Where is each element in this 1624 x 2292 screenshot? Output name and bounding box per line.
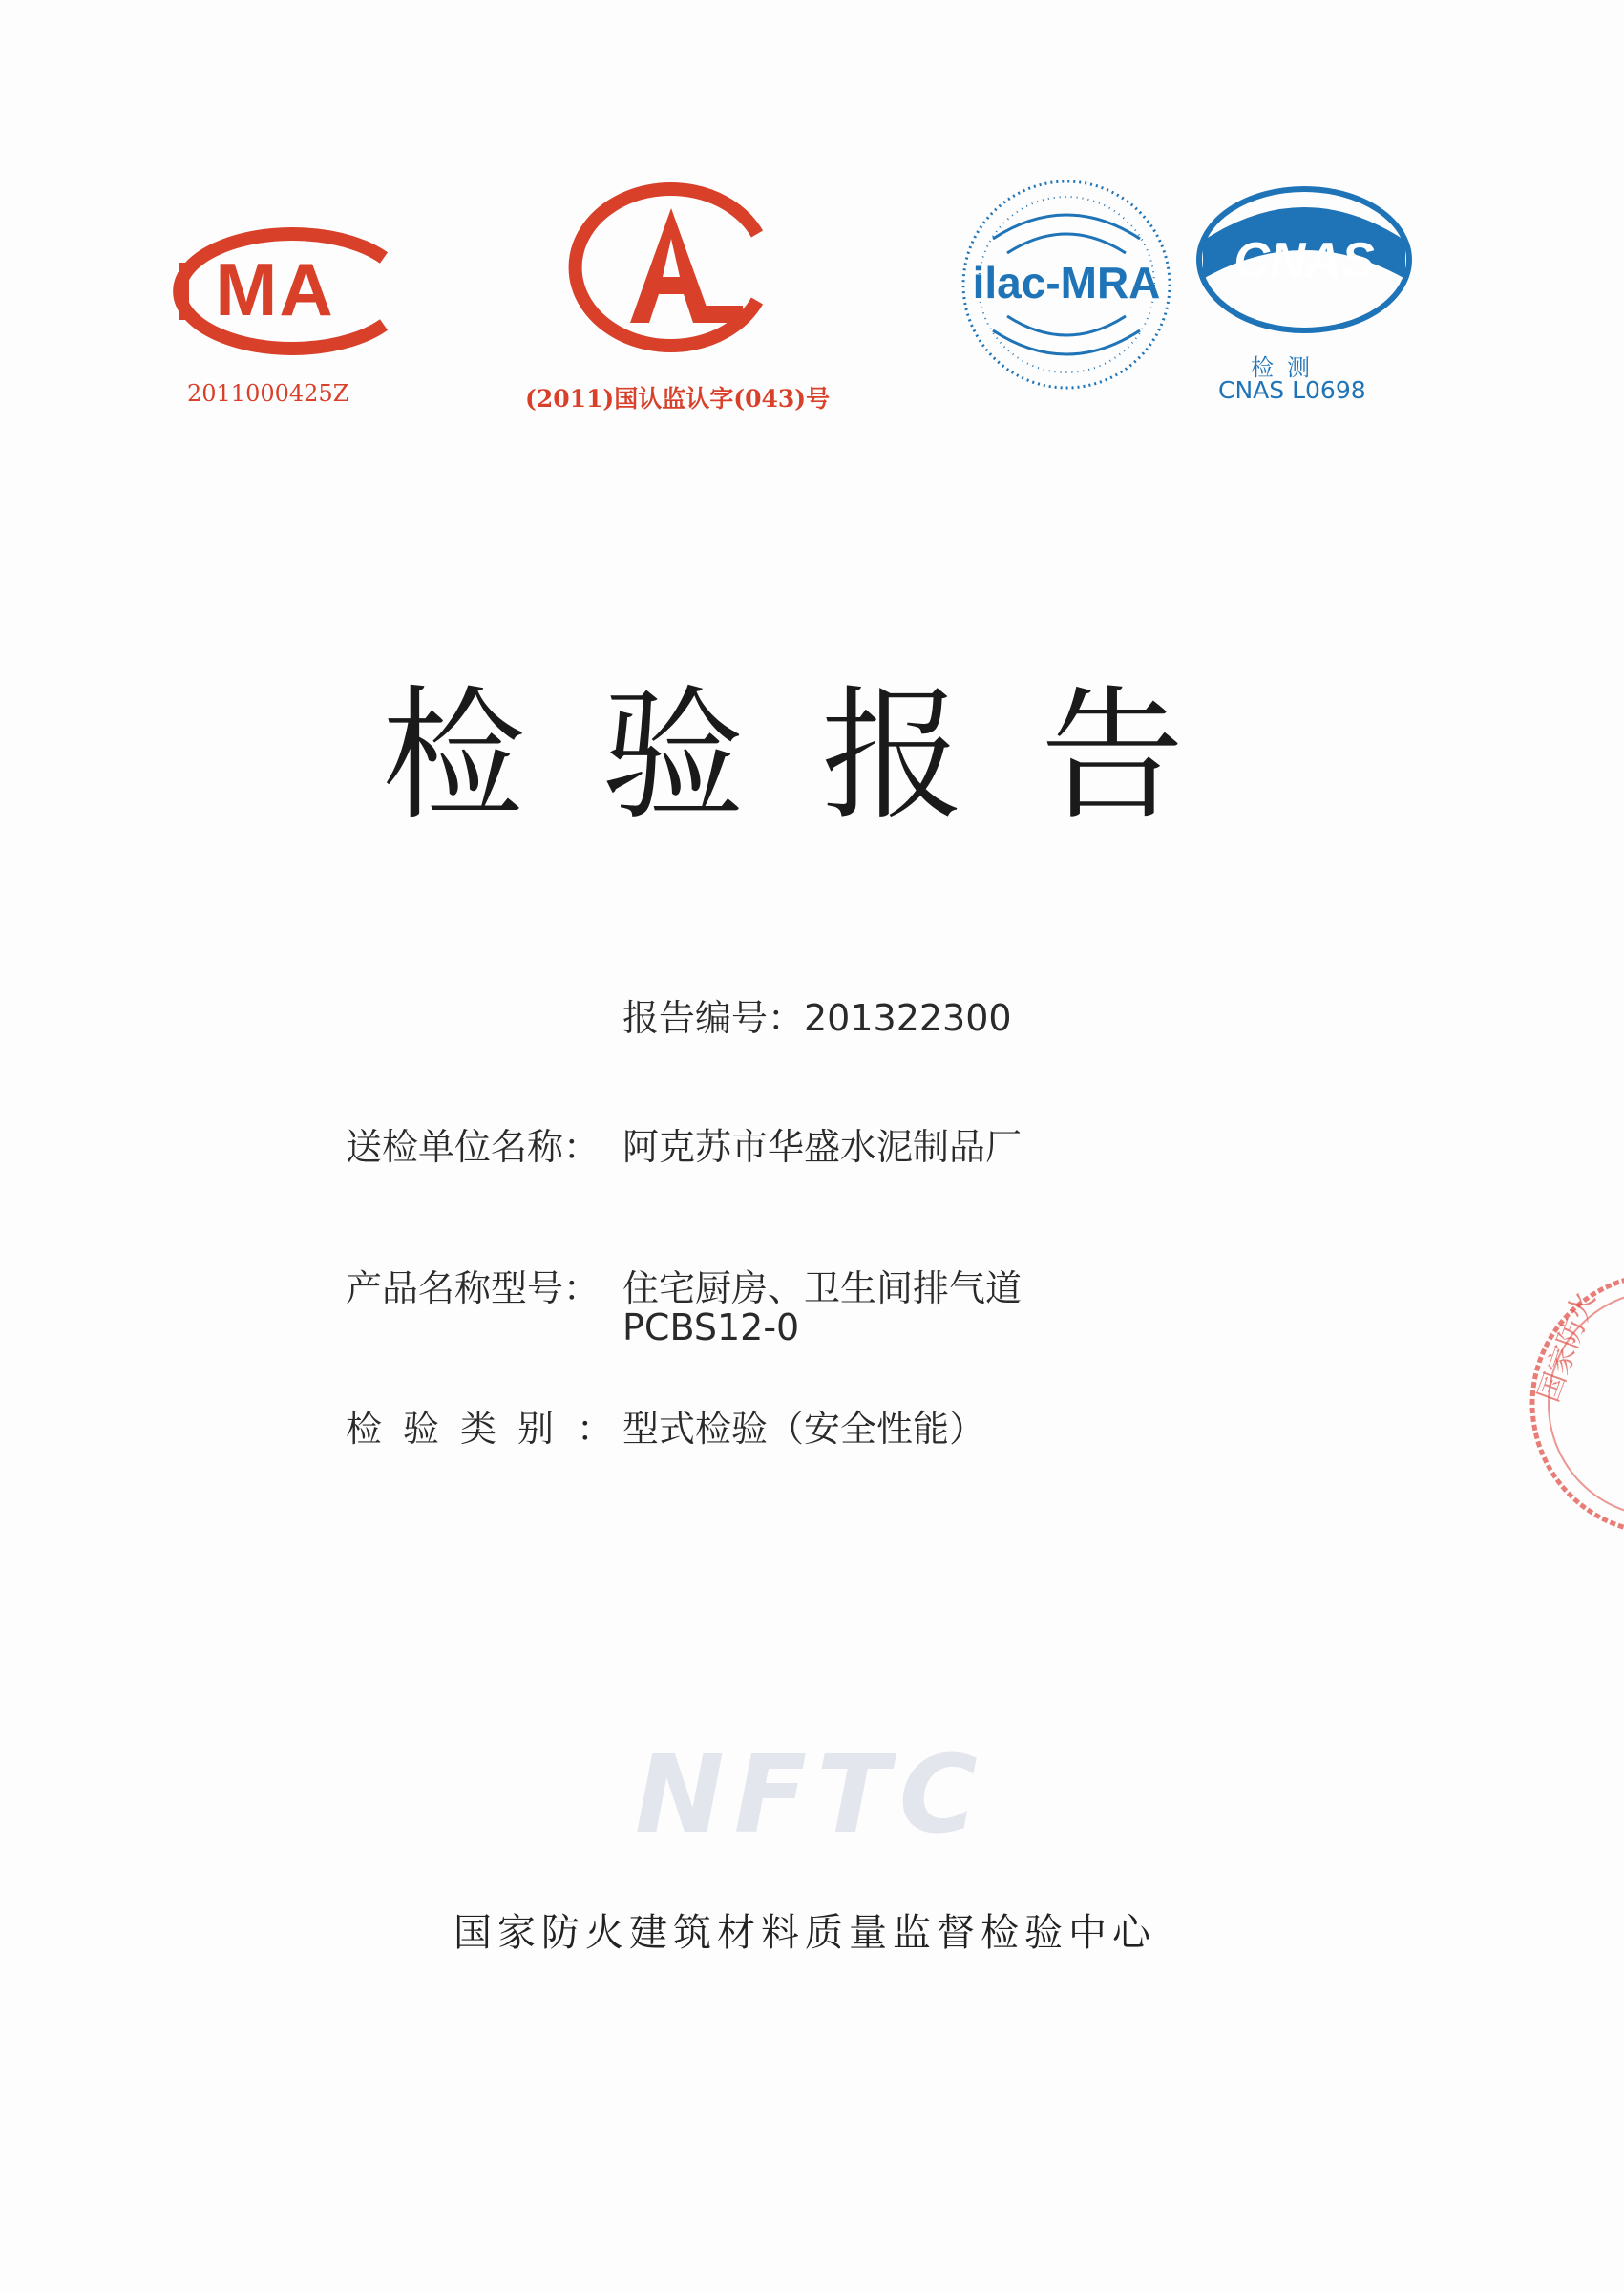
type-label: 检验类别 [346, 1408, 576, 1450]
product-label: 产品名称型号： [346, 1267, 601, 1309]
svg-text:国家防火: 国家防火 [1531, 1287, 1603, 1407]
product-model: PCBS12-0 [622, 1306, 800, 1348]
type-value: 型式检验（安全性能） [622, 1408, 986, 1450]
official-seal [1489, 1261, 1624, 1547]
svg-text:CNAS: CNAS [1234, 233, 1375, 288]
product-value: 住宅厨房、卫生间排气道 [622, 1267, 1023, 1309]
cnas-logo [1193, 183, 1415, 336]
type-label-colon: ： [577, 1408, 614, 1450]
unit-label: 送检单位名称： [346, 1126, 601, 1168]
cma-number: 2011000425Z [187, 380, 349, 407]
cal-number: (2011)国认监认字(043)号 [525, 385, 831, 413]
unit-value: 阿克苏市华盛水泥制品厂 [622, 1126, 1023, 1168]
page-title: 检验报告 [382, 673, 1261, 839]
svg-text:MA: MA [215, 247, 335, 331]
svg-text:ilac-MRA: ilac-MRA [972, 258, 1161, 308]
organization-name: 国家防火建筑材料质量监督检验中心 [453, 1911, 1156, 1955]
cnas-caption-test: 检测 [1251, 354, 1323, 381]
report-number: 报告编号：201322300 [622, 997, 1012, 1039]
nftc-watermark: NFTC [635, 1733, 987, 1857]
cal-logo [561, 181, 781, 353]
ilac-mra-logo [955, 172, 1179, 401]
cma-logo [153, 220, 401, 363]
cnas-caption-number: CNAS L0698 [1218, 376, 1366, 404]
